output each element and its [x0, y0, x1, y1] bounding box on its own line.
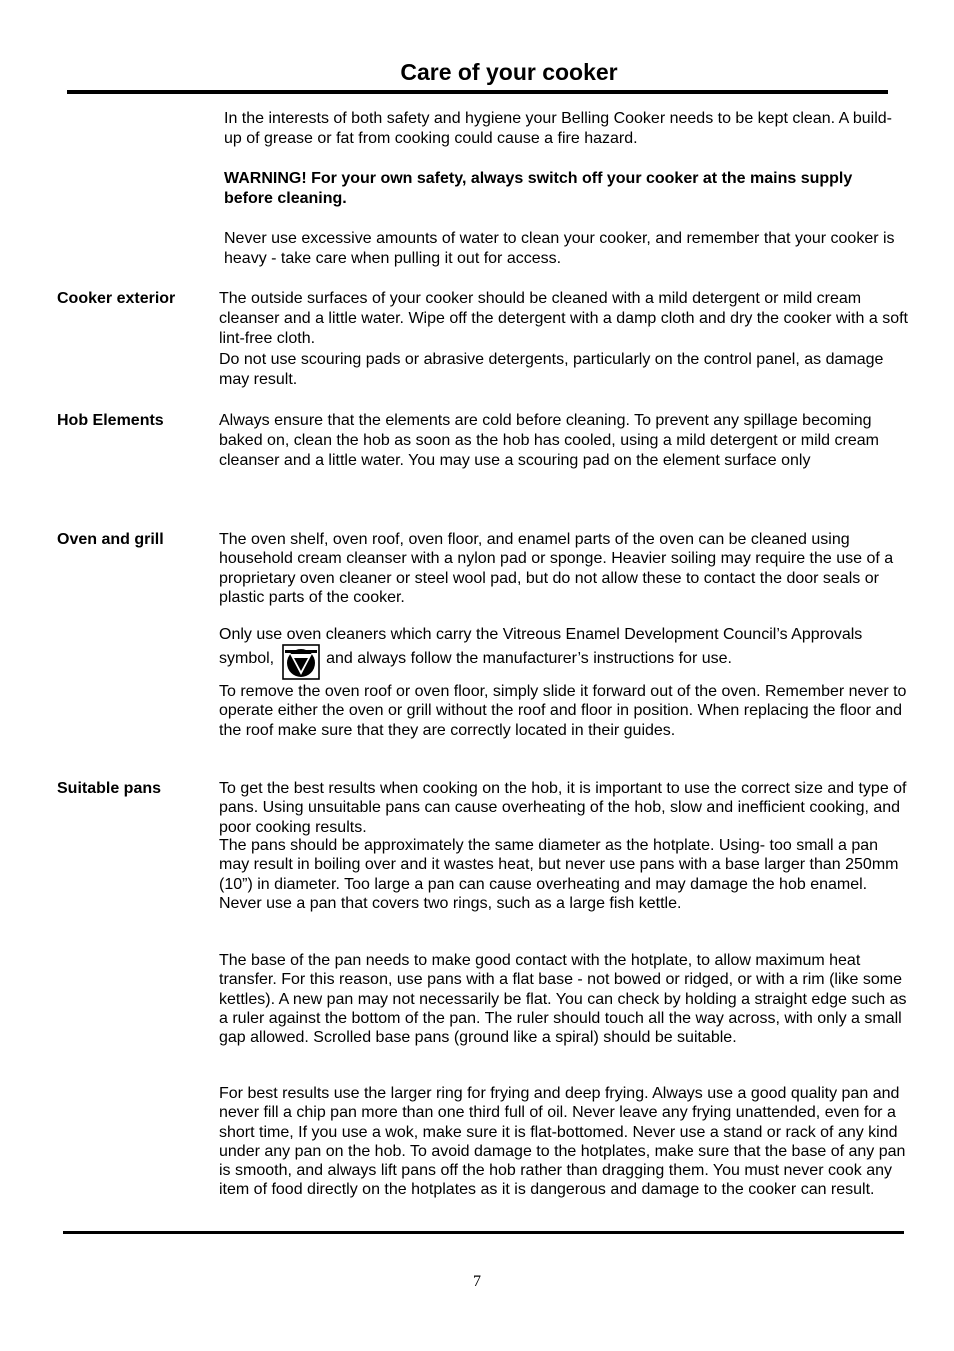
- cooker-exterior-paragraph-1: The outside surfaces of your cooker should be cleaned with a mild detergent or mild cream cleanser and a little water. Wipe off the detergent with a damp cloth and dry the cooker with a soft lint-free cloth.: [219, 290, 908, 348]
- suitable-pans-paragraph-1a: To get the best results when cooking on the hob, it is important to use the correct size and type of pans. Using unsuitable pans can cause overheating of the hob, slow and inefficient cooking, and poor cooking results.: [219, 780, 907, 836]
- bottom-rule: [63, 1231, 904, 1234]
- safety-warning: WARNING! For your own safety, always switch off your cooker at the mains supply before cleaning.: [224, 170, 853, 208]
- oven-grill-paragraph-1: The oven shelf, oven roof, oven floor, and enamel parts of the oven can be cleaned using household cream cleanser with a nylon pad or sponge. Heavier soiling may require the use of a proprietary oven cleaner or steel wool pad, but do not allow these to contact the door seals or plastic parts of the cooker.: [219, 531, 894, 606]
- section-label-hob-elements: Hob Elements: [57, 412, 164, 429]
- suitable-pans-paragraph-3: For best results use the larger ring for frying and deep frying. Always use a good quality pan and never fill a chip pan more than one third full of oil. Never leave any frying unattended, even for a short time, If you use a wok, make sure it is flat-bottomed. Never use a stand or rack of any kind under any pan on the hob. To avoid damage to the hotplates, make sure that the base of any pan is smooth, and always lift pans off the hob rather than dragging them. You must never cook any item of food directly on the hotplates as it is dangerous and damage to the cooker can result.: [219, 1085, 906, 1199]
- section-label-suitable-pans: Suitable pans: [57, 780, 162, 797]
- hob-elements-paragraph: Always ensure that the elements are cold before cleaning. To prevent any spillage becoming baked on, clean the hob as soon as the hob has cooled, using a mild detergent or mild cream cleanser and a little water. You may use a scouring pad on the element surface only: [219, 412, 879, 470]
- oven-grill-paragraph-2-start: Only use oven cleaners which carry the Vitreous Enamel Development Council’s Approvals symbol,: [219, 626, 863, 668]
- section-label-oven-and-grill: Oven and grill: [57, 531, 164, 548]
- oven-grill-paragraph-2-end: and always follow the manufacturer’s instructions for use.: [326, 650, 732, 668]
- cooker-exterior-paragraph-2: Do not use scouring pads or abrasive detergents, particularly on the control panel, as damage may result.: [219, 351, 884, 389]
- suitable-pans-paragraph-1b: The pans should be approximately the same diameter as the hotplate. Using- too small a pan may result in boiling over and it wastes heat, but never use pans with a base larger than 250mm (10”) in diameter. Too large a pan can cause overheating and may damage the hob enamel. Never use a pan that covers two rings, such as a large fish kettle.: [219, 837, 899, 912]
- intro-water-paragraph: Never use excessive amounts of water to clean your cooker, and remember that your cooker is heavy - take care when pulling it out for access.: [224, 230, 895, 268]
- page-number: 7: [473, 1273, 481, 1290]
- oven-grill-paragraph-2: [219, 625, 909, 680]
- section-label-cooker-exterior: Cooker exterior: [57, 290, 176, 307]
- suitable-pans-paragraph-2: The base of the pan needs to make good contact with the hotplate, to allow maximum heat transfer. For this reason, use pans with a flat base - not bowed or ridged, or with a rim (like some kettles). A new pan may not necessarily be flat. You can check by holding a straight edge such as a ruler against the bottom of the pan. The ruler should touch all the way across, with only a small gap allowed. Scrolled base pans (ground like a spiral) should be suitable.: [219, 952, 907, 1047]
- intro-paragraph: In the interests of both safety and hygiene your Belling Cooker needs to be kept clean. A build-up of grease or fat from cooking could cause a fire hazard.: [224, 110, 892, 148]
- vedc-approval-symbol-icon: [282, 644, 320, 680]
- oven-grill-paragraph-3: To remove the oven roof or oven floor, simply slide it forward out of the oven. Remember never to operate either the oven or grill without the roof and floor in position. When replacing the floor and the roof make sure that they are correctly located in their guides.: [219, 683, 907, 739]
- page-title: Care of your cooker: [400, 59, 618, 85]
- top-rule: [67, 90, 888, 94]
